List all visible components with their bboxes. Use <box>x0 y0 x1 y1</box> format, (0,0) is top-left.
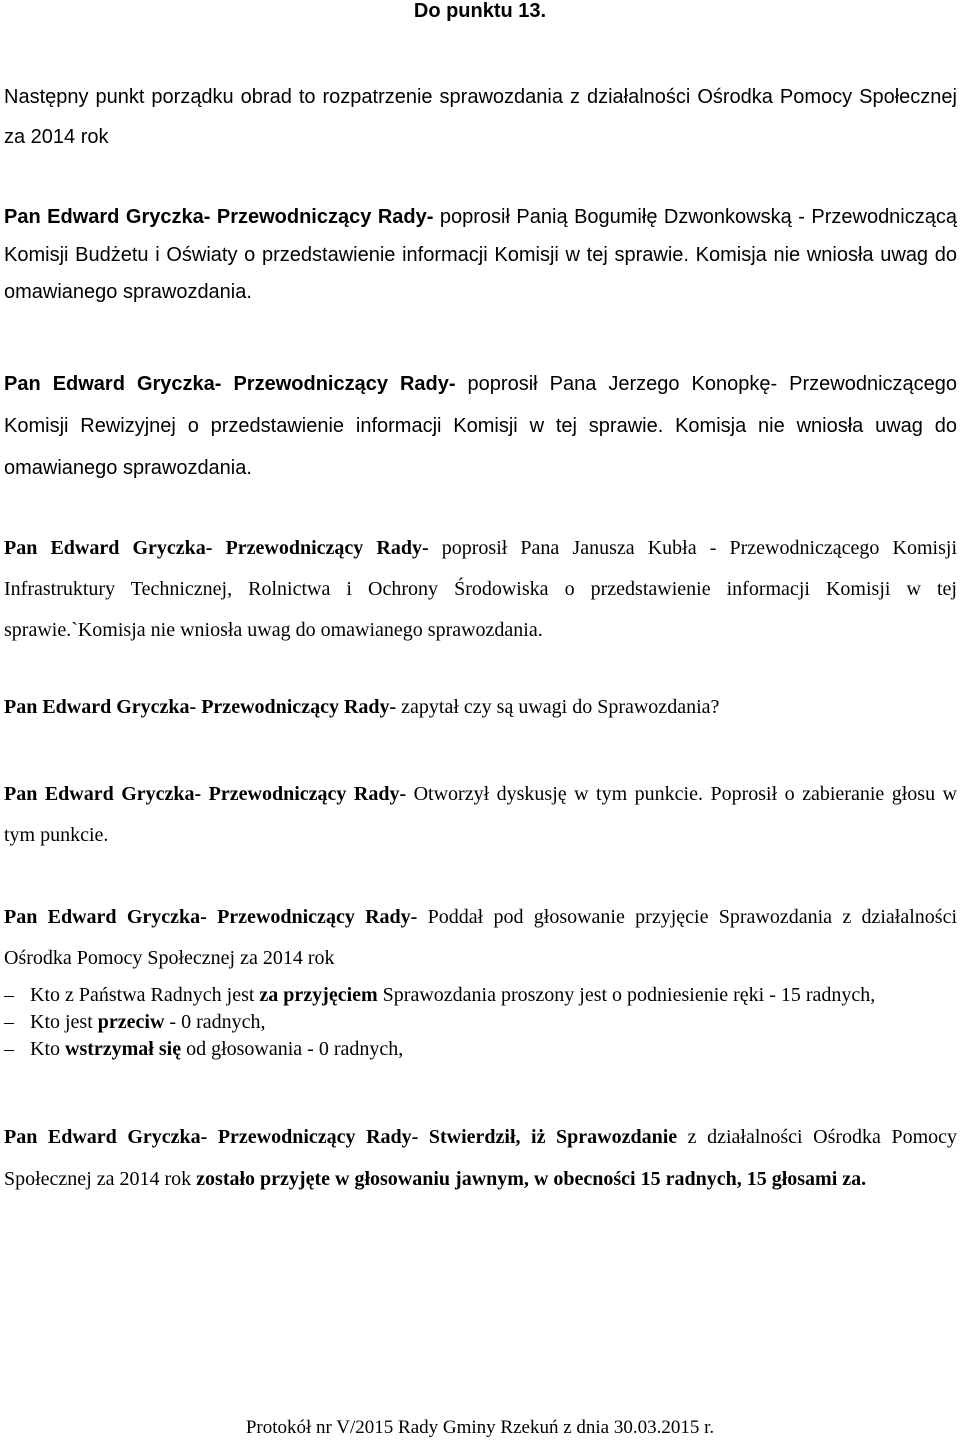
dash-bullet: – <box>4 1011 14 1033</box>
speaker-label: Pan Edward Gryczka- Przewodniczący Rady- Stwierdził, iż Sprawozdanie <box>4 1126 678 1148</box>
speaker-label: Pan Edward Gryczka- Przewodniczący Rady- <box>4 696 397 718</box>
vote-list <box>4 982 959 1063</box>
paragraph-text: z działalności Ośrodka Pomocy Społecznej za 2014 rok <box>4 1126 958 1190</box>
paragraph-text: poprosił Pana Jerzego Konopkę- Przewodniczącego Komisji Rewizyjnej o przedstawienie informacji Komisji w tej sprawie. Komisja nie wniosła uwag do omawianego sprawozdania. <box>4 373 958 479</box>
paragraph-text: poprosił Pana Janusza Kubła - Przewodniczącego Komisji Infrastruktury Technicznej, Rolnictwa i Ochrony Środowiska o przedstawienie informacji Komisji w tej sprawie.`Komisja nie wniosła uwag do omawianego sprawozdania. <box>4 537 957 641</box>
page-footer: Protokół nr V/2015 Rady Gminy Rzekuń z dnia 30.03.2015 r. <box>245 1417 715 1438</box>
result-statement: zostało przyjęte w głosowaniu jawnym, w obecności 15 radnych, 15 głosami za. <box>196 1168 867 1190</box>
vote-item-for: – Kto z Państwa Radnych jest za przyjęciem Sprawozdania proszony jest o podniesienie ręki - 15 radnych, <box>4 982 959 1009</box>
speaker-label: Pan Edward Gryczka- Przewodniczący Rady- <box>4 373 456 395</box>
dash-bullet: – <box>4 1038 14 1060</box>
paragraph-infrastructure-committee <box>4 528 957 651</box>
speaker-label: Pan Edward Gryczka- Przewodniczący Rady- <box>4 206 434 228</box>
vote-item-abstain: – Kto wstrzymał się od głosowania - 0 radnych, <box>4 1036 959 1063</box>
paragraph-question <box>4 692 957 722</box>
paragraph-text: Poddał pod głosowanie przyjęcie Sprawozdania z działalności Ośrodka Pomocy Społecznej za 2014 rok <box>4 906 957 969</box>
paragraph-budget-committee <box>4 199 957 312</box>
paragraph-intro <box>4 77 957 157</box>
speaker-label: Pan Edward Gryczka- Przewodniczący Rady- <box>4 906 418 928</box>
paragraph-voting-call <box>4 897 957 979</box>
dash-bullet: – <box>4 984 14 1006</box>
speaker-label: Pan Edward Gryczka- Przewodniczący Rady- <box>4 783 407 805</box>
speaker-label: Pan Edward Gryczka- Przewodniczący Rady- <box>4 537 429 559</box>
paragraph-result <box>4 1116 957 1200</box>
paragraph-audit-committee <box>4 363 957 489</box>
vote-item-against: – Kto jest przeciw - 0 radnych, <box>4 1009 959 1036</box>
paragraph-text: zapytał czy są uwagi do Sprawozdania? <box>396 696 720 718</box>
paragraph-text: poprosił Panią Bogumiłę Dzwonkowską - Przewodniczącą Komisji Budżetu i Oświaty o przedstawienie informacji Komisji w tej sprawie. Komisja nie wniosła uwag do omawianego sprawozdania. <box>4 206 957 303</box>
paragraph-discussion <box>4 774 957 856</box>
paragraph-text: Otworzył dyskusję w tym punkcie. Poprosił o zabieranie głosu w tym punkcie. <box>4 783 958 846</box>
section-heading: Do punktu 13. <box>413 0 547 22</box>
paragraph-text: Następny punkt porządku obrad to rozpatrzenie sprawozdania z działalności Ośrodka Pomocy Społecznej za 2014 rok <box>4 86 957 148</box>
